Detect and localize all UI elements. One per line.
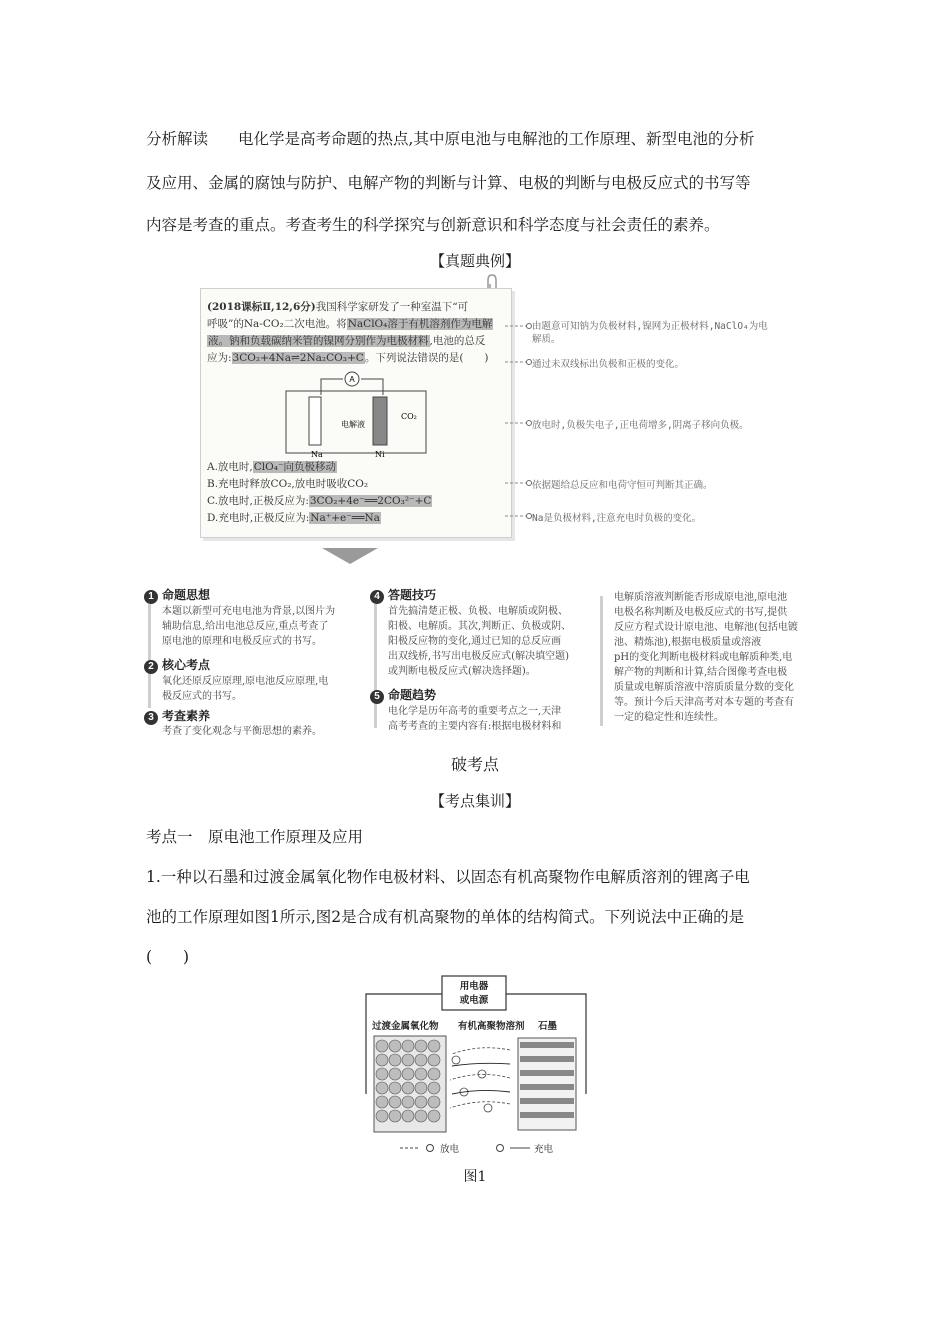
highlight-electrolyte: NaClO₄溶于有机溶剂作为电解 <box>347 318 493 330</box>
section-5-text: 电化学是历年高考的重要考点之一,天津 高考考查的主要内容有:根据电极材料和 <box>388 706 562 732</box>
intro-line-3: 内容是考查的重点。考查考生的科学探究与创新意识和科学态度与社会责任的素养。 <box>146 216 720 234</box>
legend-charge: 充电 <box>534 1144 554 1155</box>
example-stem-4: 应为:3CO₂+4Na⇌2Na₂CO₃+C。下列说法错误的是( ) <box>207 352 489 364</box>
section-3-text: 考查了变化观念与平衡思想的素养。 <box>162 726 322 737</box>
example-card <box>200 288 512 538</box>
annotation-leaders <box>505 320 535 530</box>
legend-discharge: 放电 <box>440 1144 460 1155</box>
section-3-title: 3 考查素养 <box>144 707 210 725</box>
device-label-2: 或电源 <box>459 995 489 1006</box>
na-label: Na <box>311 450 323 459</box>
metal-oxide-label: 过渡金属氧化物 <box>372 1021 439 1032</box>
figure-1 <box>360 974 592 1158</box>
section-4-title: 4 答题技巧 <box>370 586 436 604</box>
device-label-1: 用电器 <box>459 981 489 992</box>
co2-label: CO₂ <box>401 412 417 421</box>
option-a: A.放电时,ClO₄⁻向负极移动 <box>207 461 337 473</box>
option-c: C.放电时,正极反应为:3CO₂+4e⁻══2CO₃²⁻+C <box>207 495 432 507</box>
option-d: D.充电时,正极反应为:Na⁺+e⁻══Na <box>207 512 380 524</box>
topic-1-title: 考点一 原电池工作原理及应用 <box>146 828 364 846</box>
note-5: Na是负极材料,注意充电时负极的变化。 <box>532 513 702 524</box>
ammeter-label: A <box>349 375 355 384</box>
graphite-label: 石墨 <box>538 1021 558 1032</box>
battery-diagram <box>261 369 451 459</box>
section-1-title: 1 命题思想 <box>144 586 210 604</box>
li-ion-migration <box>452 1056 492 1112</box>
figure-1-caption: 图1 <box>463 1169 487 1185</box>
na-electrode <box>309 397 321 445</box>
down-arrow-icon <box>322 548 378 564</box>
heading-jixun: 【考点集训】 <box>429 792 520 810</box>
intro-line-2: 及应用、金属的腐蚀与防护、电解产物的判断与计算、电极的判断与电极反应式的书写等 <box>146 174 751 192</box>
metal-oxide-electrode <box>374 1036 446 1132</box>
column-3-bar <box>600 596 603 726</box>
electrolyte-label: 电解液 <box>341 420 365 429</box>
intro-label: 分析解读 <box>146 130 209 148</box>
heading-po-kaodian: 破考点 <box>450 755 499 774</box>
section-1-text: 本题以新型可充电电池为背景,以图片为 辅助信息,给出电池总反应,重点考查了 原电池的原理和电极反应式的书写。 <box>162 606 336 647</box>
example-stem-1: (2018课标Ⅱ,12,6分)我国科学家研发了一种室温下“可 <box>207 301 469 313</box>
note-1: 由题意可知钠为负极材料,镍网为正极材料,NaClO₄为电解质。 <box>532 321 768 345</box>
highlight-electrodes: 液。钠和负载碳纳米管的镍网分别作为电极材料 <box>208 335 429 347</box>
question-1-line-2: 池的工作原理如图1所示,图2是合成有机高聚物的单体的结构简式。下列说法中正确的是 <box>146 908 745 926</box>
section-4-text: 首先搞清楚正极、负极、电解质或阴极、 阳极、电解质。其次,判断正、负极或阴、 阳极反应物的变化,通过已知的总反应画 出双线桥,书写出电极反应式(解决填空题) 或判断电极反应式(解决选择题)。 <box>388 606 572 677</box>
ni-label: Ni <box>375 450 385 459</box>
question-1-line-1: 1.一种以石墨和过渡金属氧化物作电极材料、以固态有机高聚物作电解质溶剂的锂离子电 <box>146 868 750 886</box>
polymer-solvent-label: 有机高聚物溶剂 <box>458 1021 525 1032</box>
example-stem-3: 液。钠和负载碳纳米管的镍网分别作为电极材料,电池的总反 <box>208 335 486 347</box>
example-stem-2: 呼吸”的Na-CO₂二次电池。将NaClO₄溶于有机溶剂作为电解 <box>207 318 493 330</box>
graphite-electrode <box>518 1038 576 1130</box>
section-5-title: 5 命题趋势 <box>370 686 436 704</box>
note-4: 依据题给总反应和电荷守恒可判断其正确。 <box>532 480 713 491</box>
highlight-total-reaction: 3CO₂+4Na⇌2Na₂CO₃+C <box>232 352 364 364</box>
intro-text-1: 电化学是高考命题的热点,其中原电池与电解池的工作原理、新型电池的分析 <box>238 130 755 148</box>
heading-example: 【真题典例】 <box>429 252 520 270</box>
note-3: 放电时,负极失电子,正电荷增多,阴离子移向负极。 <box>532 420 749 431</box>
column-2-bar <box>374 604 377 728</box>
section-2-text: 氧化还原反应原理,原电池反应原理,电 极反应式的书写。 <box>162 676 329 702</box>
section-6-text: 电解质溶液判断能否形成原电池,原电池 电极名称判断及电极反应式的书写,提供 反应方程式设计原电池、电解池(包括电镀 池、精炼池),根据电极质量或溶液 pH的变化判断电极材料或电解质种类,电 解产物的判断和计算,结合图像考查电极 质量或电解质溶液中溶质质量分数的变化 等。预计今后天津高考对本专题的考查有 一定的稳定性和连续性。 <box>614 592 798 723</box>
intro-line-1 <box>146 128 806 150</box>
example-source: (2018课标Ⅱ,12,6分) <box>207 301 316 313</box>
section-2-title: 2 核心考点 <box>144 656 210 674</box>
note-2: 通过未双线标出负极和正极的变化。 <box>532 359 685 370</box>
question-1-line-3: ( ) <box>146 948 190 966</box>
option-b: B.充电时释放CO₂,放电时吸收CO₂ <box>207 478 369 490</box>
ni-electrode <box>373 397 387 445</box>
